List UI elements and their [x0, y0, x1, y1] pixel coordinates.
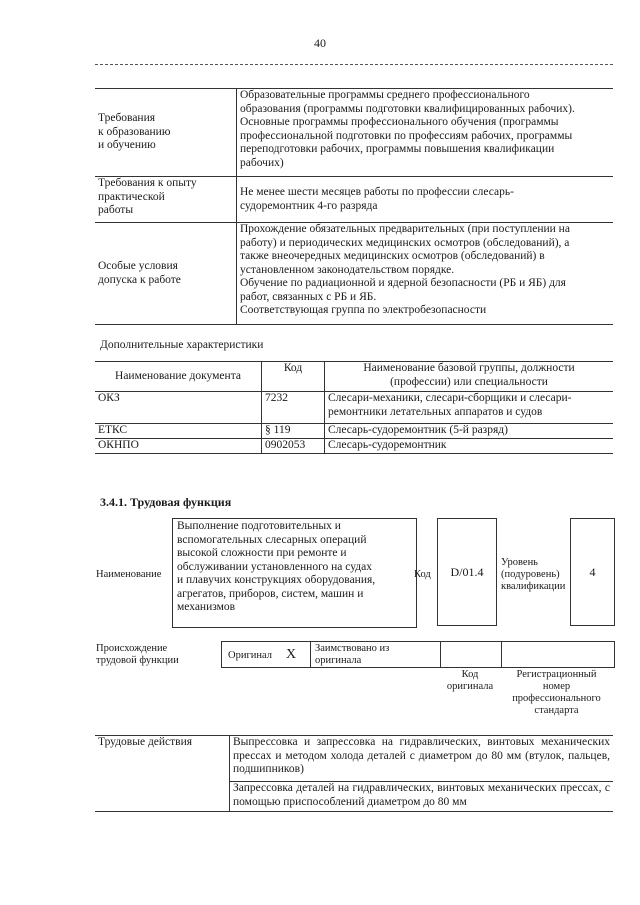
text-line: работ, связанных с РБ и ЯБ.	[240, 290, 377, 303]
divider	[440, 642, 441, 667]
text-line: Основные программы профессионального обучения (программы	[240, 116, 559, 128]
header-code: Код	[262, 362, 325, 392]
requirement-label: Особые условия допуска к работе	[95, 223, 237, 325]
original-label: Оригинал	[228, 650, 272, 661]
cell-code: 0902053	[262, 439, 325, 454]
original-mark: X	[286, 647, 297, 662]
labor-action-item: Выпрессовка и запрессовка на гидравлических, винтовых механических прессах и методом холода деталей с диаметром до 80 мм (втулок, пальцев, подшипников)	[230, 736, 614, 782]
text-line: судоремонтник 4-го разряда	[240, 199, 378, 212]
table-row	[95, 89, 613, 177]
labor-actions-label: Трудовые действия	[95, 736, 230, 812]
text-line: образования (программы подготовки квалифицированных рабочих).	[240, 102, 575, 115]
level-box: 4	[570, 518, 615, 626]
function-name-box: Выполнение подготовительных и вспомогательных слесарных операций высокой сложности при ремонте и обслуживании установленного на судах и плавучих конструкциях оборудования, агрегатов, приборов, систем, машин и механизмов	[172, 518, 417, 628]
reg-number-label: Регистрационный номер профессионального стандарта	[512, 669, 601, 716]
text-line: установленном законодательством порядке.	[240, 263, 455, 276]
cell-name: Слесарь-судоремонтник (5-й разряд)	[325, 424, 614, 439]
requirements-table	[95, 88, 613, 325]
divider	[501, 642, 502, 667]
code-original-label: Код оригинала	[446, 669, 494, 692]
text-line: Прохождение обязательных предварительных (при поступлении на	[240, 223, 570, 235]
name-label: Наименование	[96, 569, 162, 580]
table-row	[95, 177, 613, 223]
text-line: Обучение по радиационной и ядерной безопасности (РБ и ЯБ) для	[240, 277, 566, 289]
text-line: Соответствующая группа по электробезопасности	[240, 304, 487, 316]
requirement-value	[237, 89, 614, 177]
requirement-label: Требования к опыту практической работы	[95, 177, 237, 223]
cell-doc: ОКЗ	[95, 392, 262, 424]
text-line: также внеочередных медицинских осмотров (обследований) в	[240, 250, 545, 262]
text-line: работу) и периодических медицинских осмотров (обследований), а	[240, 236, 570, 249]
table-row	[95, 736, 613, 782]
requirement-value	[237, 177, 614, 223]
table-row	[95, 439, 613, 454]
level-label: Уровень (подуровень) квалификации	[501, 557, 566, 592]
code-label: Код	[414, 569, 431, 580]
text-line: профессиональной подготовки по профессиям рабочих, программы	[240, 129, 573, 142]
cell-doc: ЕТКС	[95, 424, 262, 439]
table-row	[95, 223, 613, 325]
section-title: 3.4.1. Трудовая функция	[100, 495, 232, 509]
requirement-label: Требования к образованию и обучению	[95, 89, 237, 177]
page-number: 40	[314, 36, 326, 50]
borrowed-label: Заимствовано из оригинала	[315, 643, 390, 666]
labor-actions-table	[95, 735, 613, 812]
additional-characteristics-title: Дополнительные характеристики	[100, 339, 264, 351]
cell-doc: ОКНПО	[95, 439, 262, 454]
code-box: D/01.4	[437, 518, 497, 626]
origin-row	[221, 641, 615, 668]
requirement-value	[237, 223, 614, 325]
text-line: Образовательные программы среднего профессионального	[240, 89, 530, 101]
labor-action-item: Запрессовка деталей на гидравлических, винтовых механических прессах, с помощью приспособлений диаметром до 80 мм	[230, 782, 614, 812]
table-row	[95, 424, 613, 439]
cell-code: 7232	[262, 392, 325, 424]
header-name: Наименование базовой группы, должности (профессии) или специальности	[325, 362, 614, 392]
cell-code: § 119	[262, 424, 325, 439]
header-doc: Наименование документа	[95, 362, 262, 392]
table-row	[95, 362, 613, 392]
text-line: рабочих)	[240, 156, 284, 169]
text-line: переподготовки рабочих, программы повышения квалификации	[240, 143, 555, 155]
cell-name: Слесари-механики, слесари-сборщики и слесари- ремонтники летательных аппаратов и судов	[325, 392, 614, 424]
header-rule	[95, 64, 613, 65]
cell-name: Слесарь-судоремонтник	[325, 439, 614, 454]
table-row	[95, 392, 613, 424]
divider	[310, 642, 311, 667]
additional-characteristics-table	[95, 361, 613, 454]
text-line: Не менее шести месяцев работы по профессии слесарь-	[240, 186, 514, 198]
origin-label: Происхождение трудовой функции	[96, 643, 179, 666]
